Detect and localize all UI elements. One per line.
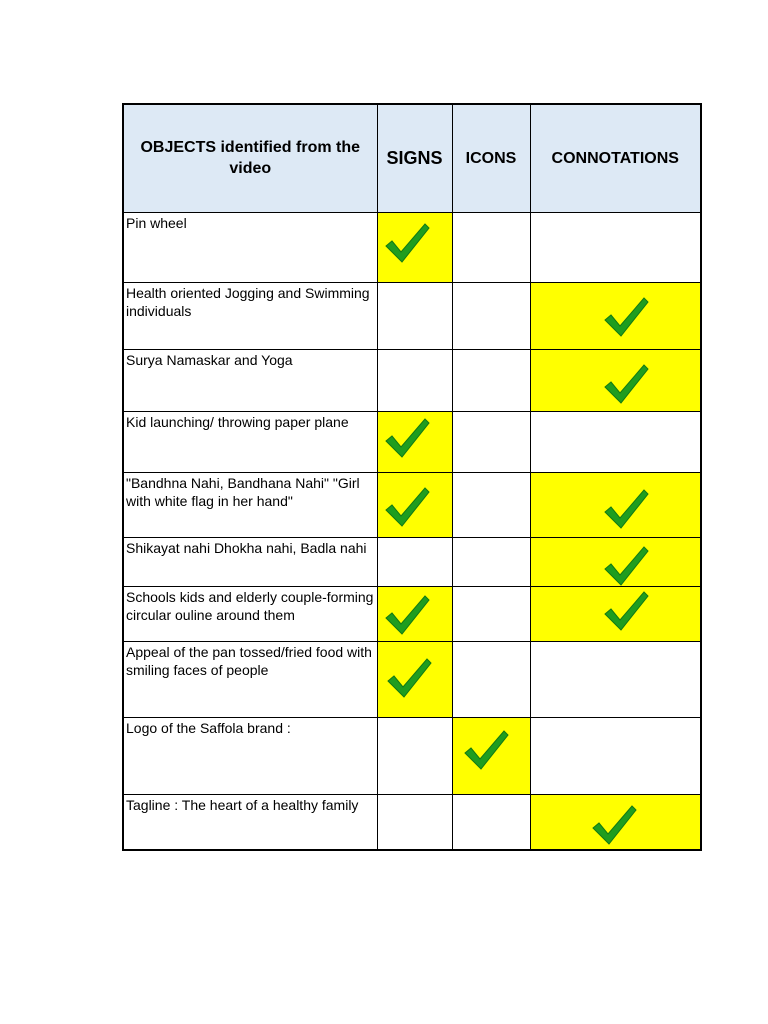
icons-cell — [452, 586, 530, 641]
connotations-cell — [530, 641, 701, 717]
icons-cell — [452, 717, 530, 794]
table-row — [123, 349, 701, 411]
signs-cell — [377, 411, 452, 472]
semiotics-analysis-table — [122, 103, 702, 851]
checkmark-icon — [463, 728, 509, 772]
icons-cell — [452, 641, 530, 717]
objects-column-header: OBJECTS identified from the video — [123, 104, 377, 212]
signs-cell — [377, 282, 452, 349]
connotations-cell — [530, 717, 701, 794]
checkmark-icon — [603, 362, 649, 406]
table-row — [123, 411, 701, 472]
icons-cell — [452, 794, 530, 850]
icons-cell — [452, 349, 530, 411]
connotations-column-header: CONNOTATIONS — [530, 104, 701, 212]
connotations-cell — [530, 586, 701, 641]
signs-cell — [377, 794, 452, 850]
connotations-cell — [530, 349, 701, 411]
signs-cell — [377, 641, 452, 717]
icons-cell — [452, 411, 530, 472]
icons-column-header: ICONS — [452, 104, 530, 212]
checkmark-icon — [603, 295, 649, 339]
icons-cell — [452, 212, 530, 282]
checkmark-icon — [384, 485, 430, 529]
checkmark-icon — [603, 589, 649, 633]
object-cell: Appeal of the pan tossed/fried food with smiling faces of people — [123, 641, 377, 717]
object-cell: Tagline : The heart of a healthy family — [123, 794, 377, 850]
connotations-cell — [530, 794, 701, 850]
table-row — [123, 212, 701, 282]
table-row — [123, 537, 701, 586]
connotations-cell — [530, 537, 701, 586]
object-cell: "Bandhna Nahi, Bandhana Nahi" "Girl with white flag in her hand" — [123, 472, 377, 537]
icons-cell — [452, 537, 530, 586]
object-cell: Kid launching/ throwing paper plane — [123, 411, 377, 472]
connotations-cell — [530, 411, 701, 472]
connotations-cell — [530, 472, 701, 537]
signs-cell — [377, 586, 452, 641]
table-body — [123, 212, 701, 850]
checkmark-icon — [384, 221, 430, 265]
signs-cell — [377, 472, 452, 537]
object-cell: Shikayat nahi Dhokha nahi, Badla nahi — [123, 537, 377, 586]
icons-cell — [452, 472, 530, 537]
object-cell: Pin wheel — [123, 212, 377, 282]
connotations-cell — [530, 212, 701, 282]
connotations-cell — [530, 282, 701, 349]
signs-cell — [377, 537, 452, 586]
object-cell: Health oriented Jogging and Swimming individuals — [123, 282, 377, 349]
table-row — [123, 472, 701, 537]
checkmark-icon — [603, 544, 649, 588]
signs-cell — [377, 212, 452, 282]
header-row — [123, 104, 701, 212]
table-row — [123, 282, 701, 349]
checkmark-icon — [591, 803, 637, 847]
object-cell: Surya Namaskar and Yoga — [123, 349, 377, 411]
table-row — [123, 794, 701, 850]
table-row — [123, 641, 701, 717]
checkmark-icon — [386, 656, 432, 700]
signs-column-header: SIGNS — [377, 104, 452, 212]
signs-cell — [377, 717, 452, 794]
checkmark-icon — [384, 593, 430, 637]
checkmark-icon — [384, 416, 430, 460]
signs-cell — [377, 349, 452, 411]
table-row — [123, 717, 701, 794]
table-row — [123, 586, 701, 641]
icons-cell — [452, 282, 530, 349]
checkmark-icon — [603, 487, 649, 531]
object-cell: Schools kids and elderly couple-forming circular ouline around them — [123, 586, 377, 641]
object-cell: Logo of the Saffola brand : — [123, 717, 377, 794]
